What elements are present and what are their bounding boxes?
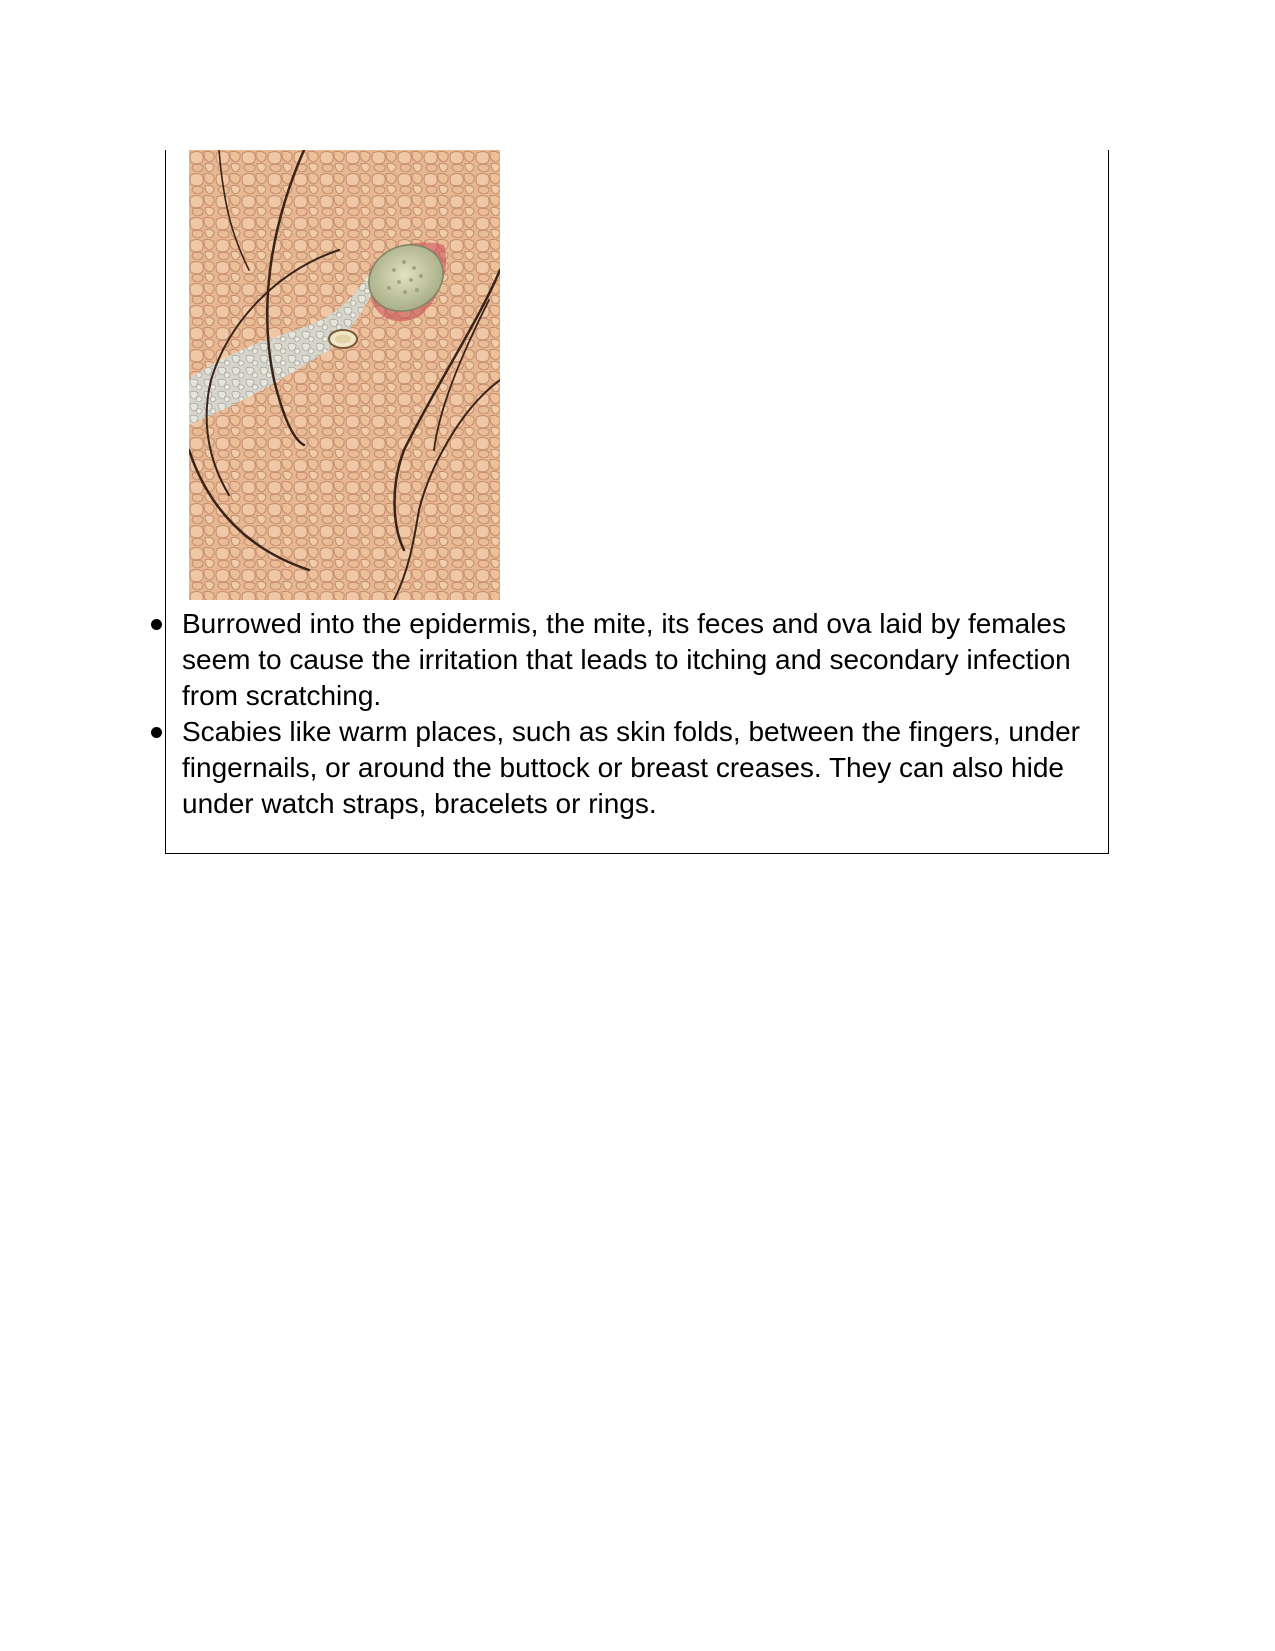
bullet-dot-icon [151, 619, 162, 630]
scabies-mite-illustration [189, 150, 500, 600]
bullet-list [182, 606, 1097, 822]
bullet-item [182, 606, 1097, 714]
bullet-dot-icon [151, 727, 162, 738]
bullet-text: Burrowed into the epidermis, the mite, its feces and ova laid by females seem to cause the irritation that leads to itching and secondary infection from scratching. [182, 608, 1071, 711]
bullet-text: Scabies like warm places, such as skin folds, between the fingers, under fingernails, or around the buttock or breast creases. They can also hide under watch straps, bracelets or rings. [182, 716, 1081, 819]
mite-egg [329, 330, 357, 348]
bullet-item [182, 714, 1097, 822]
